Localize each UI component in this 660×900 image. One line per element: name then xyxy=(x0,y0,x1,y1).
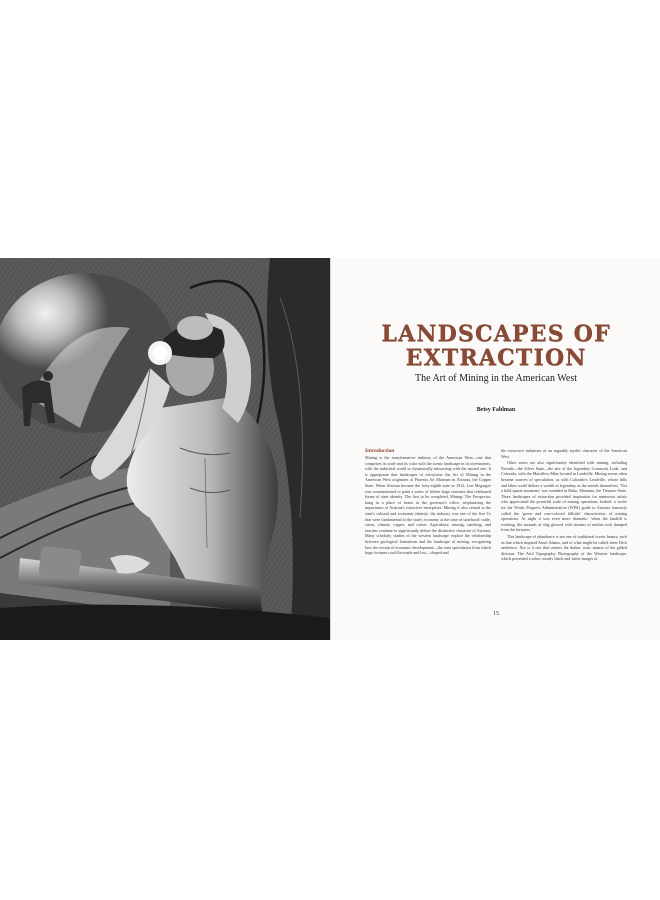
right-paragraph-3: This landscape of abundance is not one of traditional scenic beauty, such as that which inspired Ansel Adams, and of what might be called sheer Dick aesthetics. Nor is it one that centers the darker, toxic miners of the gilded division. The Arid Topography Photography of the Western landscape, which presented a sober, mostly black and white images of xyxy=(501,533,627,562)
right-paragraph-2: Other states are also significantly identified with mining, including Nevada—the Silver State—the site of the legendary Comstock Lode, and Colorado, with the Matchless Mine located in Leadville. Mining towns often became sources of speculation, as with Colorado's Leadville, whose hills and lakes could deliver a wealth as legendary as the metals themselves. 'Not a hold quartz mountain' was sounded in Butte, Montana, the Treasure State. Three landscapes of extraction provided inspiration for numerous artists who appreciated the powerful scale of mining operations. Indeed, a writer for the Works Progress Administration (WPA) guide to Arizona famously called the 'green and rose-colored hillside' characteristic of mining operations. At night it was even more dramatic: 'when the landfill is working, the mounds of slag glowed with streams of molten rock dumped from the furnaces.' xyxy=(501,460,627,533)
left-paragraph-1: Mining is the transformative industry of the American West—one that comprises its scale and its color with the scenic landscape in its investments, with the industrial world so dynamically interacting with the natural one. It is appropriate that landscapes of extraction: the Art of Mining in the American West originates at Phoenix Art Museum in Arizona, the Copper State. When Arizona became the forty-eighth state in 1912, Lon Megargee was commissioned to paint a series of fifteen large canvases that celebrated forms of state identity. The first to be completed, Mining: The Prospector, hung in a place of honor in the governor's office, emphasizing the importance of Arizona's extractive enterprises. Mining is also central to the state's cultural and economic identity: the industry was one of the five Cs that were fundamental to the state's economy at the time of statehood: cattle, citrus, climate, copper, and cotton. Agriculture, mining, ranching, and tourism continue to significantly define the distinctive character of Arizona. Many scholarly studies of the western landscape explore the relationship between geological formations and the landscape of mining, recognizing how the terrain of economic development—the ratio speculation from which huge fortunes could be made and lost—shaped and xyxy=(365,455,491,556)
text-page xyxy=(330,258,660,640)
book-title xyxy=(331,322,660,370)
title-line-1: LANDSCAPES OF xyxy=(381,321,611,347)
title-line-2: EXTRACTION xyxy=(405,345,587,371)
right-paragraph-1: the extractive industries of an arguably mythic character of the American West. xyxy=(501,448,627,459)
author-name: Betsy Fahlman xyxy=(476,407,516,413)
right-column xyxy=(501,448,627,618)
section-heading: Introduction xyxy=(365,448,395,454)
left-column xyxy=(365,448,491,618)
book-spread xyxy=(0,258,660,640)
page-number: 15 xyxy=(493,611,499,617)
miner-illustration xyxy=(0,258,330,640)
book-subtitle: The Art of Mining in the American West xyxy=(414,373,578,384)
body-columns xyxy=(365,448,627,618)
lithograph-miner-icon xyxy=(0,258,330,640)
